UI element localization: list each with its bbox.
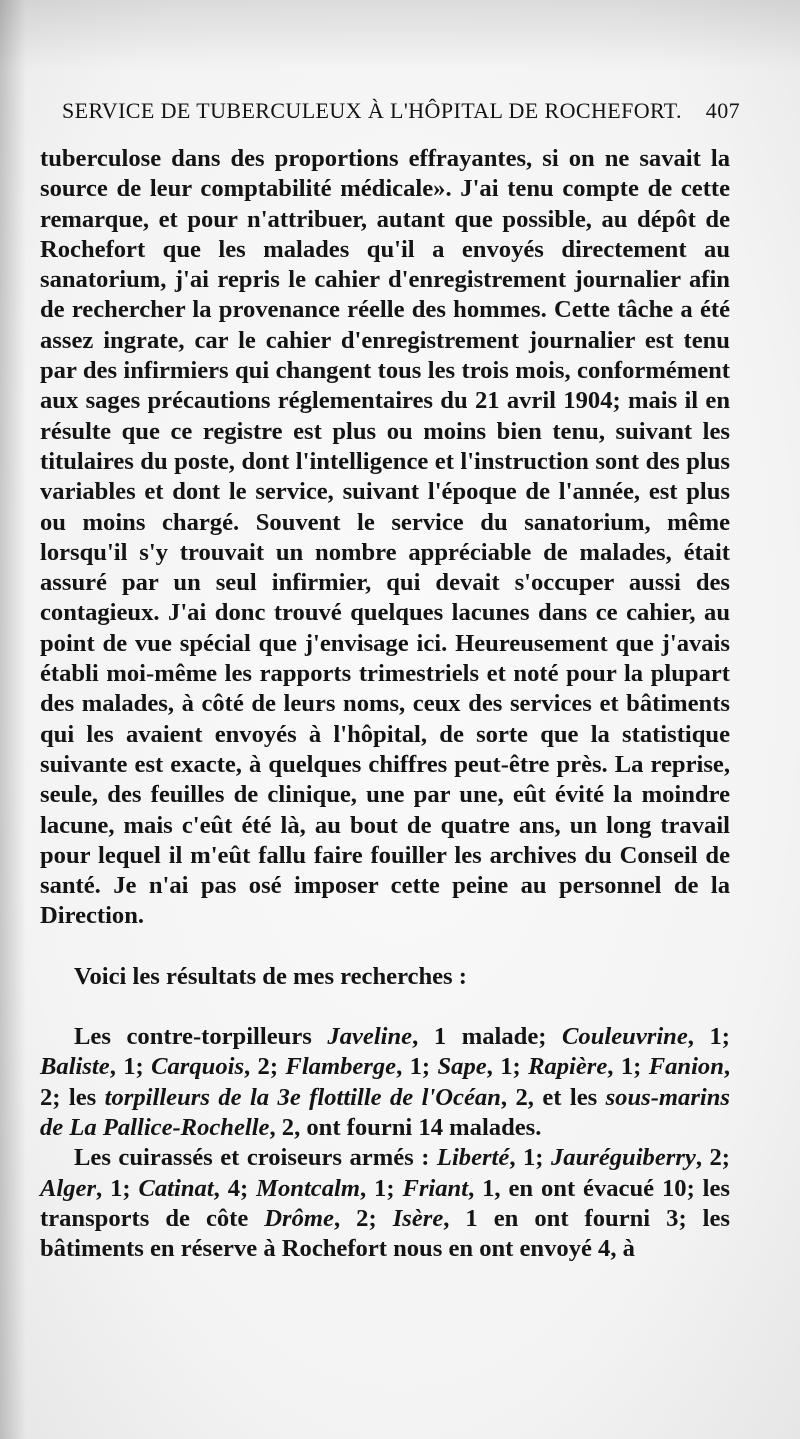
italic-run: Couleuvrine bbox=[562, 1023, 688, 1051]
text-run: Les contre-torpilleurs bbox=[74, 1023, 328, 1051]
italic-run: Friant bbox=[402, 1174, 469, 1202]
paragraph-2: Voici les résultats de mes recherches : bbox=[74, 962, 467, 990]
paragraph-3 bbox=[40, 1022, 730, 1143]
text-run: Les cuirassés et croiseurs armés : bbox=[74, 1144, 437, 1172]
italic-run: Flamberge bbox=[285, 1053, 397, 1081]
running-head bbox=[62, 98, 740, 134]
italic-run: Baliste bbox=[40, 1053, 110, 1081]
text-run: , 2; bbox=[333, 1204, 393, 1232]
italic-run: sous-marins de La Pallice-Rochelle bbox=[40, 1083, 730, 1141]
paragraph-4 bbox=[40, 1143, 730, 1264]
text-run: , 2, et les bbox=[500, 1083, 606, 1111]
italic-run: Sape bbox=[437, 1053, 487, 1081]
text-run: , 1; bbox=[509, 1144, 551, 1172]
text-run: , 1 malade; bbox=[412, 1023, 563, 1051]
page-number: 407 bbox=[705, 98, 740, 123]
text-run: , 1; bbox=[396, 1053, 438, 1081]
italic-run: torpilleurs de la 3e flottille de l'Océan bbox=[104, 1083, 501, 1111]
text-run: , 1; bbox=[109, 1053, 152, 1081]
italic-run: Javeline bbox=[327, 1023, 413, 1051]
italic-run: Jauréguiberry bbox=[550, 1144, 696, 1172]
paragraph-spacer bbox=[40, 932, 730, 962]
italic-run: Fanion bbox=[648, 1053, 724, 1081]
text-run: , 1; bbox=[687, 1023, 730, 1051]
text-run: , 2; bbox=[244, 1053, 286, 1081]
text-run: , 4; bbox=[213, 1174, 257, 1202]
text-run: , 1; bbox=[96, 1174, 139, 1202]
text-run: , 1, en ont évacué 10; les transports de côte bbox=[40, 1174, 730, 1232]
paragraph-1: tuberculose dans des proportions effrayantes, si on ne savait la source de leur comptabilité médicale». J'ai tenu compte de cette remarque, et pour n'attribuer, autant que possible, au dépôt de Rochefort que les malades qu'il a envoyés directement au sanatorium, j'ai repris le cahier d'enregistrement journalier afin de rechercher la provenance réelle des hommes. Cette tâche a été assez ingrate, car le cahier d'enregistrement journalier est tenu par des infirmiers qui changent tous les trois mois, conformément aux sages précautions réglementaires du 21 avril 1904; mais il en résulte que ce registre est plus ou moins bien tenu, suivant les titulaires du poste, dont l'intelligence et l'instruction sont des plus variables et dont le service, suivant l'époque de l'année, est plus ou moins chargé. Souvent le service du sanatorium, même lorsqu'il s'y trouvait un nombre appréciable de malades, était assuré par un seul infirmier, qui devait s'occuper aussi des contagieux. J'ai donc trouvé quelques lacunes dans ce cahier, au point de vue spécial que j'envisage ici. Heureusement que j'avais établi moi-même les rapports trimestriels et noté pour la plupart des malades, à côté de leurs noms, ceux des services et bâtiments qui les avaient envoyés à l'hôpital, de sorte que la statistique suivante est exacte, à quelques chiffres peut-être près. La reprise, seule, des feuilles de clinique, une par une, eût évité la moindre lacune, mais c'eût été là, au bout de quatre ans, un long travail pour lequel il m'eût fallu faire fouiller les archives du Conseil de santé. Je n'ai pas osé imposer cette peine au personnel de la Direction. bbox=[40, 145, 730, 930]
italic-run: Isère bbox=[392, 1204, 444, 1232]
italic-run: Carquois bbox=[151, 1053, 245, 1081]
paragraph-spacer bbox=[40, 992, 730, 1022]
text-run: , 1 en ont fourni 3; les bâtiments en réserve à Rochefort nous en ont envoyé 4, à bbox=[40, 1204, 730, 1263]
text-run: , 1; bbox=[359, 1174, 403, 1202]
italic-run: Rapière bbox=[528, 1053, 608, 1081]
body-text bbox=[40, 144, 730, 1264]
text-run: , 1; bbox=[607, 1053, 649, 1081]
italic-run: Montcalm bbox=[256, 1174, 360, 1202]
text-run: , 2; les bbox=[40, 1053, 731, 1111]
italic-run: Drôme bbox=[264, 1204, 334, 1232]
italic-run: Alger bbox=[40, 1174, 97, 1202]
text-run: , 2; bbox=[695, 1144, 730, 1172]
italic-run: Liberté bbox=[436, 1144, 510, 1172]
text-run: , 1; bbox=[486, 1053, 529, 1081]
running-head-title: SERVICE DE TUBERCULEUX À L'HÔPITAL DE ROCHEFORT. bbox=[62, 98, 682, 123]
text-run: , 2, ont fourni 14 malades. bbox=[269, 1113, 542, 1141]
italic-run: Catinat bbox=[138, 1174, 214, 1202]
